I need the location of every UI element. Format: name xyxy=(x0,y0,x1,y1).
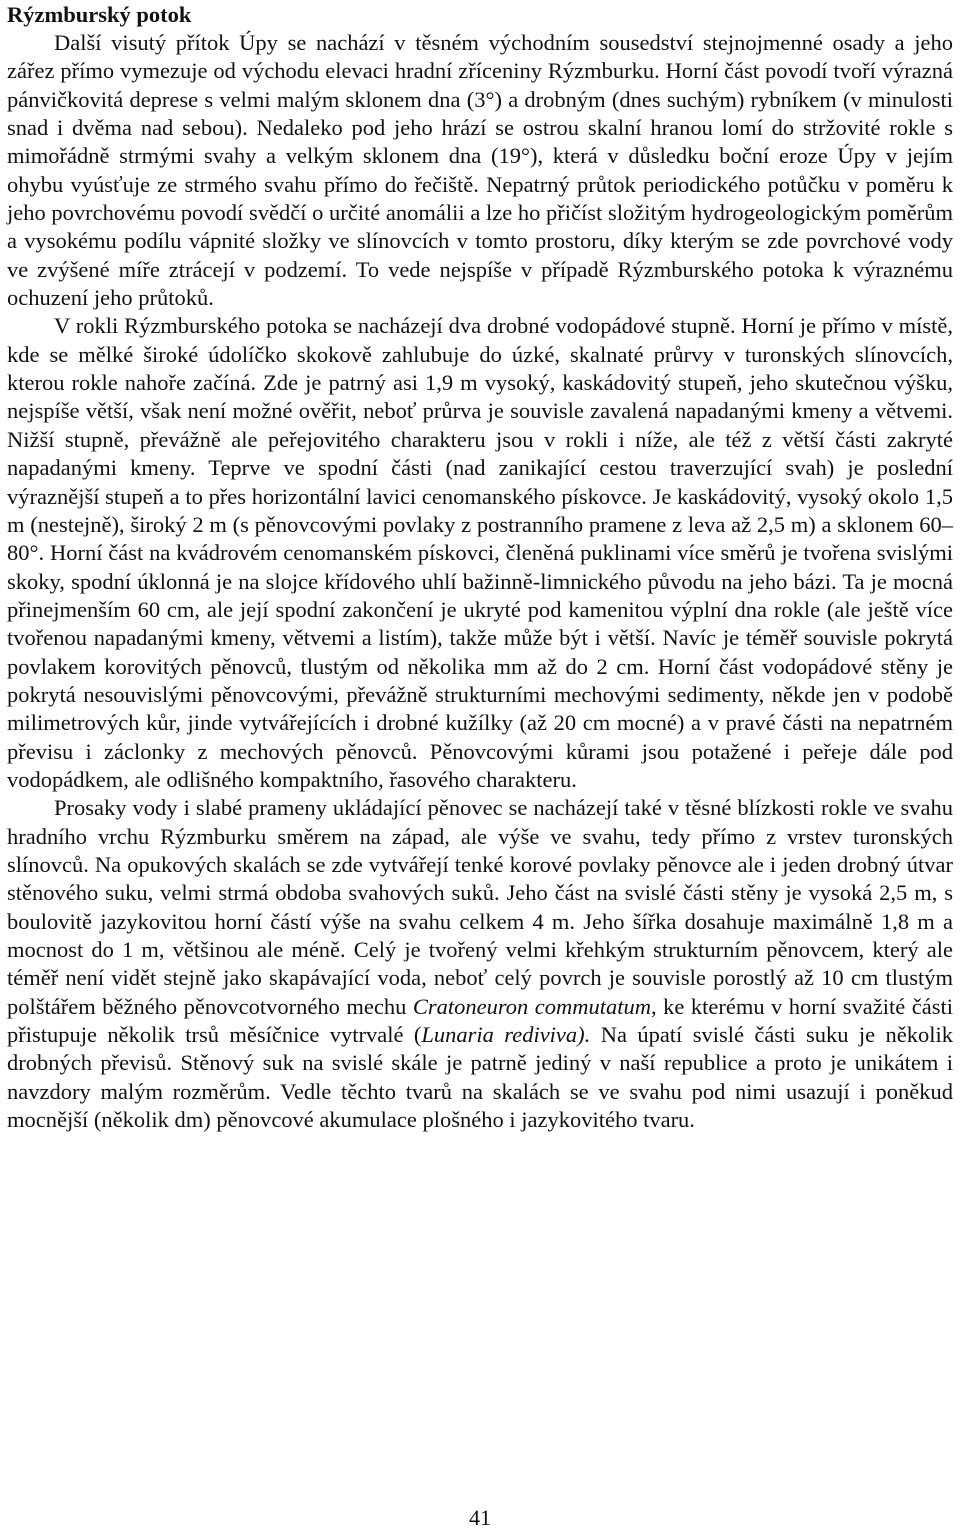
species-name-cratoneuron: Cratoneuron commutatum xyxy=(412,993,651,1019)
paragraph-1 xyxy=(7,29,953,312)
paragraph-1-text: Další visutý přítok Úpy se nachází v těsném východním sousedství stejnojmenné osady a jeho zářez přímo vymezuje od východu elevaci hradní zříceniny Rýzmburku. Horní část povodí tvoří výrazná pánvičkovitá deprese s velmi malým sklonem dna (3°) a drobným (dnes suchým) rybníkem (v minulosti snad i dvěma nad sebou). Nedaleko pod jeho hrází se ostrou skalní hranou lomí do stržovité rokle s mimořádně strmými svahy a velkým sklonem dna (19°), která v důsledku boční eroze Úpy v jejím ohybu vyúsťuje ze strmého svahu přímo do řečiště. Nepatrný průtok periodického potůčku v poměru k jeho povrchovému povodí svědčí o určité anomálii a lze ho přičíst složitým hydrogeologickým poměrům a vysokému podílu vápnité složky ve slínovcích v tomto prostoru, díky kterým se zde povrchové vody ve zvýšené míře ztrácejí v podzemí. To vede nejspíše v případě Rýzmburského potoka k výraznému ochuzení jeho průtoků. xyxy=(7,30,953,311)
page-body xyxy=(7,0,953,1134)
paragraph-3 xyxy=(7,794,953,1134)
paragraph-2 xyxy=(7,312,953,794)
paragraph-3-text-c: Na úpatí svislé části suku je několik drobných převisů. Stěnový suk na svislé skále je patrně jediný v naší republice a proto je unikátem i navzdory malým rozměrům. Vedle těchto tvarů na skalách se ve svahu pod nimi usazují i poněkud mocnější (několik dm) pěnovcové akumulace plošného i jazykovitého tvaru. xyxy=(7,1022,953,1133)
paragraph-3-text-a: Prosaky vody i slabé prameny ukládající pěnovec se nacházejí také v těsné blízkosti rokle ve svahu hradního vrchu Rýzmburku směrem na západ, ale výše ve svahu, tedy přímo z vrstev turonských slínovců. Na opukových skalách se zde vytvářejí tenké korové povlaky pěnovce ale i jeden drobný útvar stěnového suku, velmi strmá obdoba svahových suků. Jeho část na svislé části stěny je vysoká 2,5 m, s boulovitě jazykovitou horní částí výše na svahu celkem 4 m. Jeho šířka dosahuje maximálně 1,8 m a mocnost do 1 m, většinou ale méně. Celý je tvořený velmi křehkým strukturním pěnovcem, který ale téměř není vidět stejně jako skapávající voda, neboť celý povrch je souvisle porostlý až 10 cm tlustým polštářem běžného pěnovcotvorného mechu xyxy=(7,795,953,1019)
species-name-lunaria: Lunaria rediviva). xyxy=(421,1022,591,1048)
page-number: 41 xyxy=(469,1505,491,1530)
paragraph-3-text-b: , ke kterému v horní svažité části přistupuje několik trsů měsíčnice vytrvalé ( xyxy=(7,993,953,1048)
paragraph-2-text: V rokli Rýzmburského potoka se nacházejí dva drobné vodopádové stupně. Horní je přímo v místě, kde se mělké široké údolíčko skokově zahlubuje do úzké, skalnaté průrvy v turonských slínovcích, kterou rokle nahoře začíná. Zde je patrný asi 1,9 m vysoký, kaskádovitý stupeň, jeho skutečnou výšku, nejspíše větší, však není možné ověřit, neboť průrva je souvisle zavalená napadanými kmeny a větvemi. Nižší stupně, převážně ale peřejovitého charakteru jsou v rokli i níže, ale též z větší části zakryté napadanými kmeny. Teprve ve spodní části (nad zanikající cestou traverzující svah) je poslední výraznější stupeň a to přes horizontální lavici cenomanského pískovce. Je kaskádovitý, vysoký okolo 1,5 m (nestejně), široký 2 m (s pěnovcovými povlaky z postranního pramene z leva až 2,5 m) a sklonem 60–80°. Horní část na kvádrovém cenomanském pískovci, členěná puklinami více směrů je tvořena svislými skoky, spodní úklonná je na slojce křídového uhlí bažinně-limnického původu na jeho bázi. Ta je mocná přinejmenším 60 cm, ale její spodní zakončení je ukryté pod kamenitou výplní dna rokle (ale ještě více tvořenou napadanými kmeny, větvemi a listím), takže může být i větší. Navíc je téměř souvisle pokrytá povlakem korovitých pěnovců, tlustým od několika mm až do 2 cm. Horní část vodopádové stěny je pokrytá nesouvislými pěnovcovými, převážně strukturními mechovými sedimenty, někde jen v podobě milimetrových kůr, jinde vytvářejících i drobné kužílky (až 20 cm mocné) a v pravé části na nepatrném převisu i záclonky z mechových pěnovců. Pěnovcovými kůrami jsou potažené i peřeje dále pod vodopádkem, ale odlišného kompaktního, řasového charakteru. xyxy=(7,313,953,792)
section-heading: Rýzmburský potok xyxy=(7,2,192,27)
